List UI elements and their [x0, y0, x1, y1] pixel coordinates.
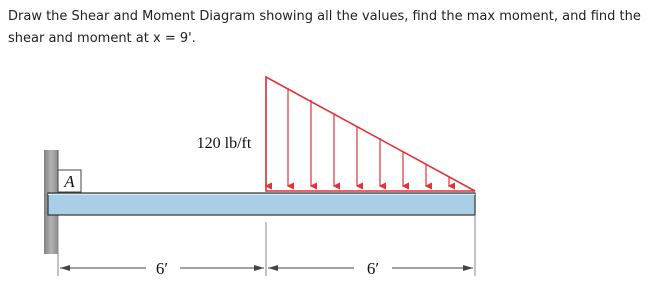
- dimension-arrowhead: [268, 265, 278, 271]
- distributed-load-outline: [266, 77, 475, 191]
- dimension-label-left: 6′: [155, 259, 169, 278]
- problem-statement: Draw the Shear and Moment Diagram showing all the values, find the max moment, and find the shear and moment at x = 9'.: [8, 9, 641, 46]
- load-label: 120 lb/ft: [196, 135, 252, 152]
- dimension-arrowhead: [463, 265, 473, 271]
- load-arrows: [266, 77, 449, 186]
- support-label: A: [64, 172, 75, 191]
- dimension-arrowhead: [254, 265, 264, 271]
- dimension-arrowhead: [60, 265, 70, 271]
- dimension-label-right: 6′: [366, 259, 380, 278]
- beam: [48, 193, 475, 215]
- extension-lines: [58, 216, 475, 276]
